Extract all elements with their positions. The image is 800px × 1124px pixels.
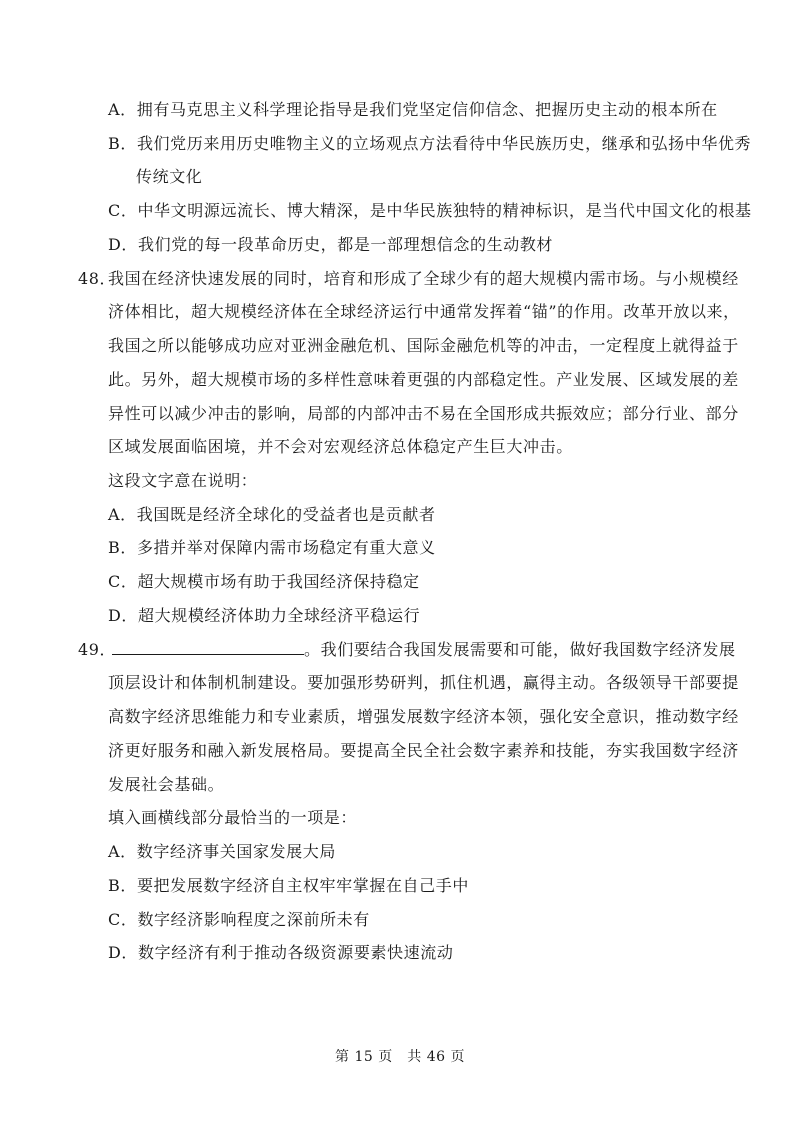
q48-prompt: 这段文字意在说明： bbox=[108, 471, 258, 490]
q48-passage-line: 异性可以减少冲击的影响，局部的内部冲击不易在全国形成共振效应；部分行业、部分 bbox=[108, 404, 739, 423]
q49-fill-in-blank bbox=[112, 640, 304, 655]
q48-passage-line: 区域发展面临困境，并不会对宏观经济总体稳定产生巨大冲击。 bbox=[108, 437, 573, 456]
q49-option-b: B．要把发展数字经济自主权牢牢掌握在自己手中 bbox=[108, 876, 469, 895]
q49-prompt: 填入画横线部分最恰当的一项是： bbox=[108, 808, 358, 827]
q48-passage-line: 济体相比，超大规模经济体在全球经济运行中通常发挥着“锚”的作用。改革开放以来， bbox=[108, 302, 740, 321]
q49-passage-line: 发展社会基础。 bbox=[108, 775, 225, 794]
q47-option-a: A．拥有马克思主义科学理论指导是我们党坚定信仰信念、把握历史主动的根本所在 bbox=[108, 100, 718, 119]
q47-option-d: D．我们党的每一段革命历史，都是一部理想信念的生动教材 bbox=[108, 235, 554, 254]
q49-passage-line: 顶层设计和体制机制建设。要加强形势研判，抓住机遇，赢得主动。各级领导干部要提 bbox=[108, 673, 739, 692]
q48-passage-line: 我国之所以能够成功应对亚洲金融危机、国际金融危机等的冲击，一定程度上就得益于 bbox=[108, 336, 739, 355]
q47-option-b: B．我们党历来用历史唯物主义的立场观点方法看待中华民族历史，继承和弘扬中华优秀 bbox=[108, 134, 752, 153]
q49-passage-line: 济更好服务和融入新发展格局。要提高全民全社会数字素养和技能，夯实我国数字经济 bbox=[108, 741, 739, 760]
q49-first-line-text: 。我们要结合我国发展需要和可能，做好我国数字经济发展 bbox=[304, 640, 736, 659]
q49-option-c: C．数字经济影响程度之深前所未有 bbox=[108, 910, 370, 929]
q49-option-a: A．数字经济事关国家发展大局 bbox=[108, 842, 336, 861]
q49-passage-line: 高数字经济思维能力和专业素质，增强发展数字经济本领，强化安全意识，推动数字经 bbox=[108, 707, 739, 726]
q48-option-d: D．超大规模经济体助力全球经济平稳运行 bbox=[108, 606, 421, 625]
q48-option-c: C．超大规模市场有助于我国经济保持稳定 bbox=[108, 572, 420, 591]
q48-option-a: A．我国既是经济全球化的受益者也是贡献者 bbox=[108, 505, 436, 524]
q49-number: 49． bbox=[78, 640, 117, 659]
q47-option-c: C．中华文明源远流长、博大精深，是中华民族独特的精神标识，是当代中国文化的根基 bbox=[108, 201, 752, 220]
q48-passage-line: 我国在经济快速发展的同时，培育和形成了全球少有的超大规模内需市场。与小规模经 bbox=[108, 269, 739, 288]
q48-option-b: B．多措并举对保障内需市场稳定有重大意义 bbox=[108, 538, 436, 557]
q47-option-b-continuation: 传统文化 bbox=[136, 167, 203, 186]
q49-option-d: D．数字经济有利于推动各级资源要素快速流动 bbox=[108, 943, 454, 962]
page-number-footer: 第 15 页 共 46 页 bbox=[335, 1049, 465, 1065]
q48-passage-line: 此。另外，超大规模市场的多样性意味着更强的内部稳定性。产业发展、区域发展的差 bbox=[108, 370, 739, 389]
q48-number: 48． bbox=[78, 269, 117, 288]
q49-first-line bbox=[108, 640, 736, 660]
